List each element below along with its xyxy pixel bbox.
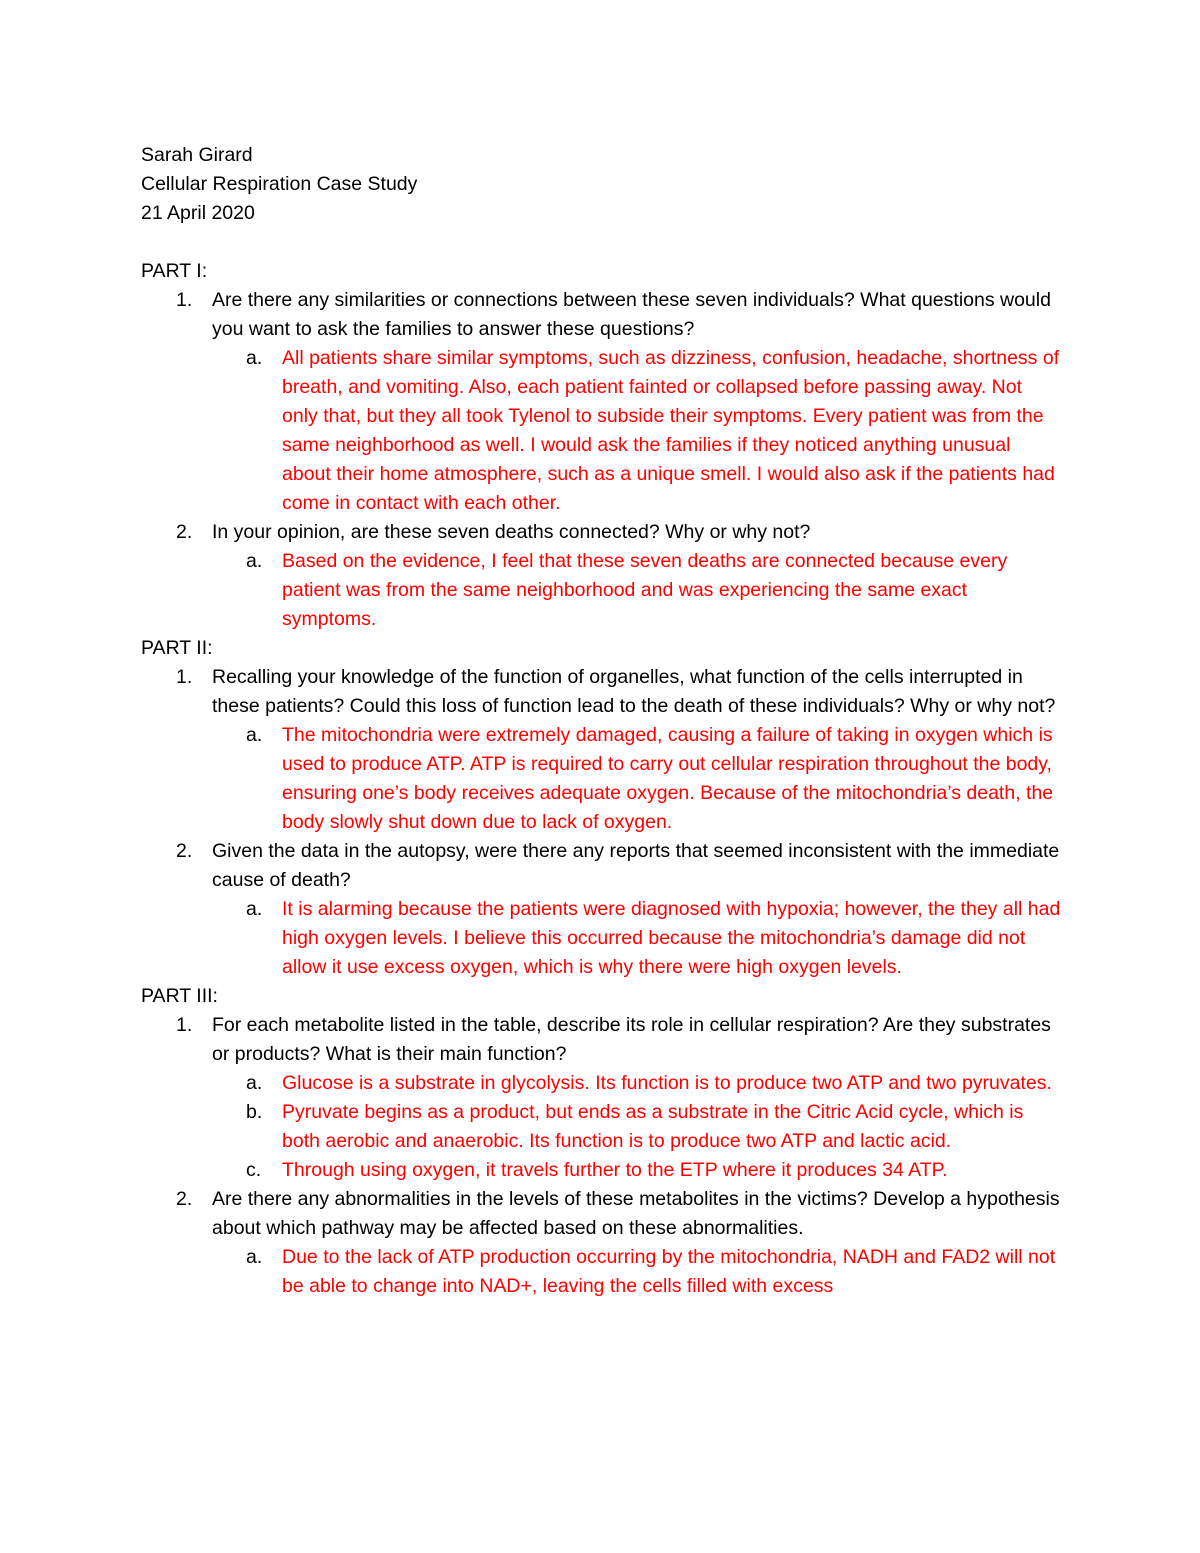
answer-letter: a. — [246, 724, 263, 746]
answer-letter: b. — [246, 1101, 263, 1123]
part-1-section — [141, 257, 1061, 634]
question-item — [176, 518, 1061, 547]
answer-text: The mitochondria were extremely damaged, causing a failure of taking in oxygen which is used to produce ATP. ATP is required to carry out cellular respiration throughout the body, ensuring one’s body receives adequate oxygen. Because of the mitochondria’s death, the body slowly shut down due to lack of oxygen. — [282, 724, 1054, 833]
answer-item — [246, 1243, 1061, 1301]
part-title: PART III: — [141, 985, 218, 1007]
answer-item — [246, 721, 1061, 837]
question-item — [176, 1011, 1061, 1069]
answer-item — [246, 1098, 1061, 1156]
answer-item — [246, 1069, 1061, 1098]
document-date: 21 April 2020 — [141, 202, 255, 224]
part-title: PART II: — [141, 637, 213, 659]
answer-letter: a. — [246, 1072, 263, 1094]
answer-item — [246, 547, 1061, 634]
answer-text: Pyruvate begins as a product, but ends as a substrate in the Citric Acid cycle, which is both aerobic and anaerobic. Its function is to produce two ATP and lactic acid. — [282, 1101, 1024, 1152]
answer-letter: a. — [246, 898, 263, 920]
answer-item — [246, 1156, 1061, 1185]
answer-item — [246, 895, 1061, 982]
part-2-section — [141, 634, 1061, 982]
question-number: 2. — [176, 840, 193, 862]
question-number: 2. — [176, 521, 193, 543]
question-item — [176, 286, 1061, 344]
answer-letter: a. — [246, 550, 263, 572]
answer-text: Glucose is a substrate in glycolysis. Its function is to produce two ATP and two pyruvates. — [282, 1072, 1052, 1094]
question-text: In your opinion, are these seven deaths connected? Why or why not? — [212, 521, 811, 543]
question-number: 1. — [176, 1014, 193, 1036]
question-number: 1. — [176, 666, 193, 688]
document-title: Cellular Respiration Case Study — [141, 173, 418, 195]
question-item — [176, 837, 1061, 895]
blank-line — [141, 228, 1061, 257]
question-text: Given the data in the autopsy, were there any reports that seemed inconsistent with the immediate cause of death? — [212, 840, 1060, 891]
document-body — [141, 141, 1061, 1301]
answer-text: Based on the evidence, I feel that these seven deaths are connected because every patient was from the same neighborhood and was experiencing the same exact symptoms. — [282, 550, 1008, 630]
question-item — [176, 663, 1061, 721]
answer-text: Through using oxygen, it travels further to the ETP where it produces 34 ATP. — [282, 1159, 948, 1181]
question-text: Are there any abnormalities in the levels of these metabolites in the victims? Develop a hypothesis about which pathway may be affected based on these abnormalities. — [212, 1188, 1060, 1239]
author-name: Sarah Girard — [141, 144, 253, 166]
question-number: 1. — [176, 289, 193, 311]
answer-text: It is alarming because the patients were diagnosed with hypoxia; however, the they all had high oxygen levels. I believe this occurred because the mitochondria’s damage did not allow it use excess oxygen, which is why there were high oxygen levels. — [282, 898, 1061, 978]
answer-letter: a. — [246, 1246, 263, 1268]
part-title: PART I: — [141, 260, 208, 282]
answer-text: All patients share similar symptoms, such as dizziness, confusion, headache, shortness of breath, and vomiting. Also, each patient fainted or collapsed before passing away. Not only that, but they all took Tylenol to subside their symptoms. Every patient was from the same neighborhood as well. I would ask the families if they noticed anything unusual about their home atmosphere, such as a unique smell. I would also ask if the patients had come in contact with each other. — [282, 347, 1060, 514]
answer-letter: a. — [246, 347, 263, 369]
part-3-section — [141, 982, 1061, 1301]
question-text: Recalling your knowledge of the function of organelles, what function of the cells interrupted in these patients? Could this loss of function lead to the death of these individuals? Why or why not? — [212, 666, 1056, 717]
question-item — [176, 1185, 1061, 1243]
question-text: For each metabolite listed in the table, describe its role in cellular respiration? Are they substrates or products? What is their main function? — [212, 1014, 1051, 1065]
question-text: Are there any similarities or connections between these seven individuals? What questions would you want to ask the families to answer these questions? — [212, 289, 1051, 340]
question-number: 2. — [176, 1188, 193, 1210]
answer-letter: c. — [246, 1159, 262, 1181]
answer-item — [246, 344, 1061, 518]
answer-text: Due to the lack of ATP production occurring by the mitochondria, NADH and FAD2 will not be able to change into NAD+, leaving the cells filled with excess — [282, 1246, 1056, 1297]
